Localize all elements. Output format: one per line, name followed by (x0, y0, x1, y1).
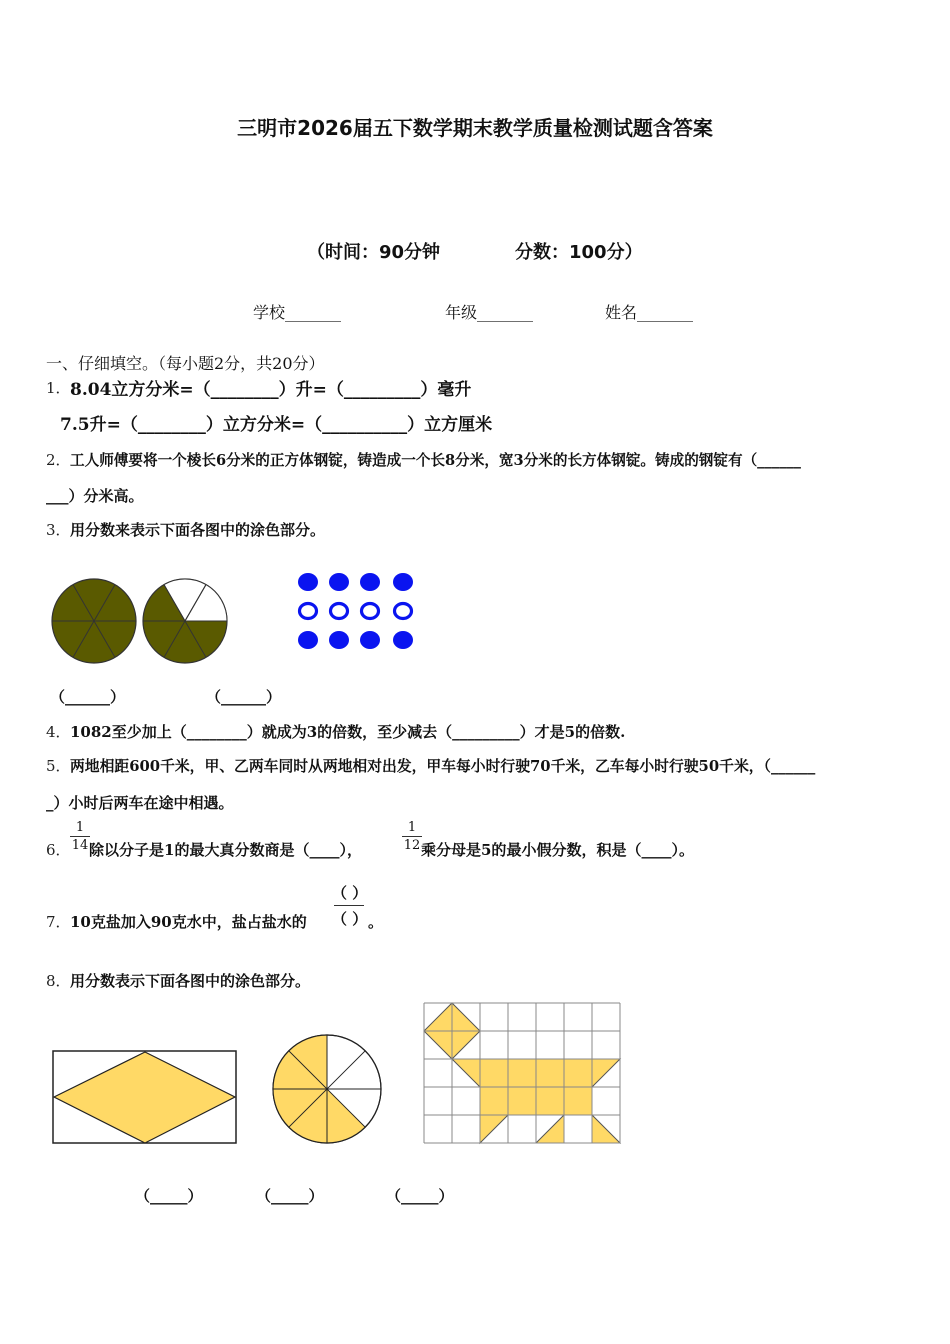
dot-empty (300, 604, 317, 619)
grade-field: 年级_______ (445, 303, 534, 322)
dot-empty (395, 604, 412, 619)
dot-filled (329, 573, 349, 591)
q8-blank-3[interactable]: （_____） (386, 1187, 454, 1205)
school-field: 学校_______ (253, 303, 342, 322)
q2-number: 2． (46, 451, 71, 469)
q1-number: 1． (46, 379, 71, 397)
q7-fraction-numerator: （ ） (332, 884, 368, 902)
q6-fraction-1-denominator: 14 (71, 838, 89, 853)
exam-time: （时间：90分钟 (307, 242, 441, 263)
q8-blank-2[interactable]: （_____） (256, 1187, 324, 1205)
dot-filled (298, 631, 318, 649)
q2-line2: ___）分米高。 (46, 487, 144, 505)
q2-line1: 工人师傅要将一个棱长6分米的正方体钢锭，铸造成一个长8分米，宽3分米的长方体钢锭。铸成的钢锭有（______ (70, 452, 801, 469)
dot-empty (362, 604, 379, 619)
q6-fraction-2-numerator: 1 (407, 820, 417, 835)
q8-text: 用分数表示下面各图中的涂色部分。 (70, 972, 311, 990)
dot-filled (393, 573, 413, 591)
q4-text: 1082至少加上（________）就成为3的倍数，至少减去（_________）才是5的倍数. (70, 723, 626, 741)
q3-circle-partial (143, 579, 227, 663)
q5-line1: 两地相距600千米，甲、乙两车同时从两地相对出发，甲车每小时行驶70千米，乙车每小时行驶50千米，（______ (70, 758, 816, 775)
q3-blank-1[interactable]: （______） (50, 688, 126, 706)
q6-text-1: 除以分子是1的最大真分数商是（____）， (89, 841, 362, 859)
q3-dots-figure (292, 568, 422, 658)
q3-number: 3． (46, 521, 71, 539)
dot-filled (360, 631, 380, 649)
dot-filled (393, 631, 413, 649)
q8-number: 8． (46, 972, 71, 990)
q5-line2: _）小时后两车在途中相遇。 (46, 794, 234, 812)
q8-blank-1[interactable]: （_____） (135, 1187, 203, 1205)
q5-number: 5． (46, 757, 71, 775)
q7-number: 7． (46, 913, 71, 931)
q3-blank-2[interactable]: （______） (206, 688, 282, 706)
q1-line2: 7.5升=（________）立方分米=（__________）立方厘米 (60, 415, 493, 435)
q3-circle-figure (50, 575, 230, 669)
exam-score: 分数：100分） (515, 242, 643, 263)
q8-rhombus-figure (52, 1050, 238, 1146)
page-title: 三明市2026届五下数学期末教学质量检测试题含答案 (237, 116, 713, 140)
q6-text-2: 乘分母是5的最小假分数，积是（____）。 (421, 841, 694, 859)
q4-number: 4． (46, 723, 71, 741)
q6-fraction-2 (402, 820, 422, 853)
dot-filled (360, 573, 380, 591)
q6-fraction-2-denominator: 12 (403, 838, 421, 853)
name-field: 姓名_______ (605, 303, 694, 322)
dot-filled (329, 631, 349, 649)
q1-line1: 8.04立方分米=（________）升=（_________）毫升 (70, 380, 472, 400)
dot-empty (331, 604, 348, 619)
q6-fraction-1-numerator: 1 (75, 820, 85, 835)
q6-fraction-1 (70, 820, 90, 853)
section-heading: 一、仔细填空。（每小题2分，共20分） (46, 354, 325, 373)
q6-number: 6． (46, 841, 71, 859)
q7-fraction-blank[interactable] (332, 882, 366, 929)
dot-filled (298, 573, 318, 591)
q3-circle-full (52, 579, 136, 663)
q8-circle-figure (270, 1034, 385, 1144)
q3-text: 用分数来表示下面各图中的涂色部分。 (70, 521, 326, 539)
q7-end: 。 (368, 913, 384, 931)
q7-text: 10克盐加入90克水中，盐占盐水的 (70, 913, 307, 931)
q7-fraction-denominator: （ ） (332, 910, 368, 928)
q8-grid-figure (423, 1002, 623, 1148)
